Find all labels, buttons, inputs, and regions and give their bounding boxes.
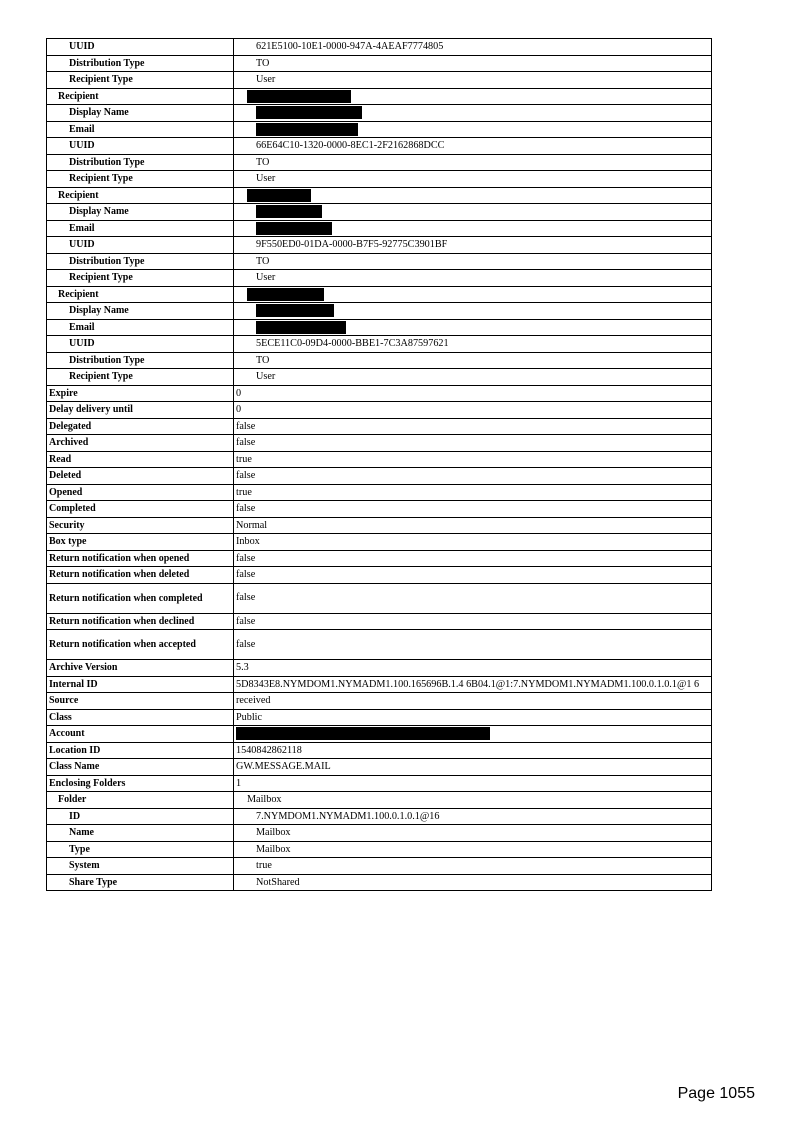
field-value: 66E64C10-1320-0000-8EC1-2F2162868DCC: [234, 138, 712, 155]
table-row: [47, 858, 712, 875]
field-key: Box type: [47, 534, 234, 551]
field-value: 0: [234, 402, 712, 419]
field-key: Archive Version: [47, 660, 234, 677]
field-key: Class Name: [47, 759, 234, 776]
field-key: Share Type: [47, 874, 234, 891]
table-row: [47, 369, 712, 386]
field-value: Mailbox: [234, 792, 712, 809]
field-key: Email: [47, 220, 234, 237]
table-row: [47, 402, 712, 419]
field-key: Enclosing Folders: [47, 775, 234, 792]
redaction-bar: [256, 304, 334, 317]
field-value: Normal: [234, 517, 712, 534]
table-row: [47, 105, 712, 122]
field-value: true: [234, 451, 712, 468]
table-row: [47, 286, 712, 303]
field-value: User: [234, 72, 712, 89]
field-value: false: [234, 567, 712, 584]
field-key: Email: [47, 319, 234, 336]
field-value: 5D8343E8.NYMDOM1.NYMADM1.100.165696B.1.4 6B04.1@1:7.NYMDOM1.NYMADM1.100.0.1.0.1@1 6: [234, 676, 712, 693]
field-key: Email: [47, 121, 234, 138]
table-row: [47, 613, 712, 630]
field-key: Security: [47, 517, 234, 534]
table-row: [47, 303, 712, 320]
field-key: Distribution Type: [47, 253, 234, 270]
field-key: UUID: [47, 336, 234, 353]
field-key: Source: [47, 693, 234, 710]
table-row: [47, 270, 712, 287]
table-row: [47, 660, 712, 677]
table-row: [47, 220, 712, 237]
field-key: Recipient Type: [47, 270, 234, 287]
table-row: [47, 726, 712, 743]
field-key: Display Name: [47, 204, 234, 221]
table-row: [47, 775, 712, 792]
field-key: Return notification when accepted: [47, 630, 234, 660]
field-value: [234, 319, 712, 336]
field-key: Recipient Type: [47, 171, 234, 188]
field-key: Completed: [47, 501, 234, 518]
field-value: [234, 105, 712, 122]
field-value: 621E5100-10E1-0000-947A-4AEAF7774805: [234, 39, 712, 56]
field-key: Deleted: [47, 468, 234, 485]
field-value: [234, 220, 712, 237]
field-key: Distribution Type: [47, 154, 234, 171]
table-row: [47, 385, 712, 402]
field-value: User: [234, 270, 712, 287]
field-key: Recipient Type: [47, 72, 234, 89]
field-value: [234, 303, 712, 320]
field-value: 5ECE11C0-09D4-0000-BBE1-7C3A87597621: [234, 336, 712, 353]
table-row: [47, 55, 712, 72]
field-key: Recipient Type: [47, 369, 234, 386]
table-row: [47, 88, 712, 105]
field-key: Archived: [47, 435, 234, 452]
field-key: Distribution Type: [47, 352, 234, 369]
redaction-bar: [236, 727, 490, 740]
field-value: 5.3: [234, 660, 712, 677]
field-value: 1540842862118: [234, 742, 712, 759]
redaction-bar: [256, 123, 358, 136]
field-key: ID: [47, 808, 234, 825]
table-row: [47, 121, 712, 138]
table-row: [47, 138, 712, 155]
field-value: received: [234, 693, 712, 710]
field-key: Class: [47, 709, 234, 726]
field-key: Recipient: [47, 187, 234, 204]
field-value: 7.NYMDOM1.NYMADM1.100.0.1.0.1@16: [234, 808, 712, 825]
field-key: Location ID: [47, 742, 234, 759]
field-key: Name: [47, 825, 234, 842]
table-row: [47, 319, 712, 336]
table-row: [47, 567, 712, 584]
table-row: [47, 550, 712, 567]
field-value: false: [234, 418, 712, 435]
table-row: [47, 709, 712, 726]
table-row: [47, 484, 712, 501]
field-value: true: [234, 484, 712, 501]
field-value: User: [234, 171, 712, 188]
field-key: Return notification when completed: [47, 583, 234, 613]
redaction-bar: [256, 106, 362, 119]
table-row: [47, 517, 712, 534]
field-value: [234, 88, 712, 105]
redaction-bar: [256, 205, 322, 218]
field-key: Internal ID: [47, 676, 234, 693]
field-key: Return notification when declined: [47, 613, 234, 630]
field-value: false: [234, 583, 712, 613]
field-value: 1: [234, 775, 712, 792]
field-key: System: [47, 858, 234, 875]
field-value: GW.MESSAGE.MAIL: [234, 759, 712, 776]
field-key: Recipient: [47, 286, 234, 303]
field-value: [234, 187, 712, 204]
table-row: [47, 841, 712, 858]
field-key: UUID: [47, 237, 234, 254]
table-row: [47, 187, 712, 204]
field-value: Public: [234, 709, 712, 726]
table-row: [47, 874, 712, 891]
table-row: [47, 792, 712, 809]
field-value: [234, 726, 712, 743]
field-key: UUID: [47, 39, 234, 56]
field-value: TO: [234, 55, 712, 72]
field-value: TO: [234, 253, 712, 270]
table-row: [47, 676, 712, 693]
field-key: Display Name: [47, 105, 234, 122]
table-row: [47, 336, 712, 353]
field-key: Expire: [47, 385, 234, 402]
field-value: Mailbox: [234, 825, 712, 842]
redaction-bar: [247, 288, 324, 301]
field-value: [234, 204, 712, 221]
field-key: UUID: [47, 138, 234, 155]
field-value: false: [234, 501, 712, 518]
table-row: [47, 237, 712, 254]
redaction-bar: [256, 321, 346, 334]
field-value: false: [234, 550, 712, 567]
table-row: [47, 468, 712, 485]
field-key: Return notification when deleted: [47, 567, 234, 584]
table-row: [47, 171, 712, 188]
field-value: TO: [234, 154, 712, 171]
field-value: Inbox: [234, 534, 712, 551]
field-value: true: [234, 858, 712, 875]
table-row: [47, 630, 712, 660]
field-value: TO: [234, 352, 712, 369]
field-value: NotShared: [234, 874, 712, 891]
properties-table: [46, 38, 712, 891]
table-row: [47, 742, 712, 759]
field-value: [234, 286, 712, 303]
table-row: [47, 39, 712, 56]
table-row: [47, 534, 712, 551]
table-row: [47, 759, 712, 776]
table-row: [47, 583, 712, 613]
redaction-bar: [247, 90, 351, 103]
field-value: 9F550ED0-01DA-0000-B7F5-92775C3901BF: [234, 237, 712, 254]
field-value: false: [234, 613, 712, 630]
table-row: [47, 352, 712, 369]
table-row: [47, 72, 712, 89]
field-value: false: [234, 630, 712, 660]
table-row: [47, 154, 712, 171]
field-key: Delay delivery until: [47, 402, 234, 419]
field-value: User: [234, 369, 712, 386]
table-row: [47, 825, 712, 842]
field-key: Account: [47, 726, 234, 743]
field-key: Folder: [47, 792, 234, 809]
field-value: Mailbox: [234, 841, 712, 858]
table-row: [47, 693, 712, 710]
table-row: [47, 418, 712, 435]
table-row: [47, 204, 712, 221]
field-value: false: [234, 468, 712, 485]
field-key: Recipient: [47, 88, 234, 105]
table-row: [47, 501, 712, 518]
redaction-bar: [256, 222, 332, 235]
field-key: Type: [47, 841, 234, 858]
field-key: Read: [47, 451, 234, 468]
table-row: [47, 435, 712, 452]
field-key: Distribution Type: [47, 55, 234, 72]
field-key: Display Name: [47, 303, 234, 320]
field-value: 0: [234, 385, 712, 402]
field-key: Return notification when opened: [47, 550, 234, 567]
field-key: Opened: [47, 484, 234, 501]
field-value: false: [234, 435, 712, 452]
field-value: [234, 121, 712, 138]
page-number: Page 1055: [677, 1085, 755, 1102]
field-key: Delegated: [47, 418, 234, 435]
redaction-bar: [247, 189, 311, 202]
table-row: [47, 451, 712, 468]
table-row: [47, 253, 712, 270]
table-row: [47, 808, 712, 825]
